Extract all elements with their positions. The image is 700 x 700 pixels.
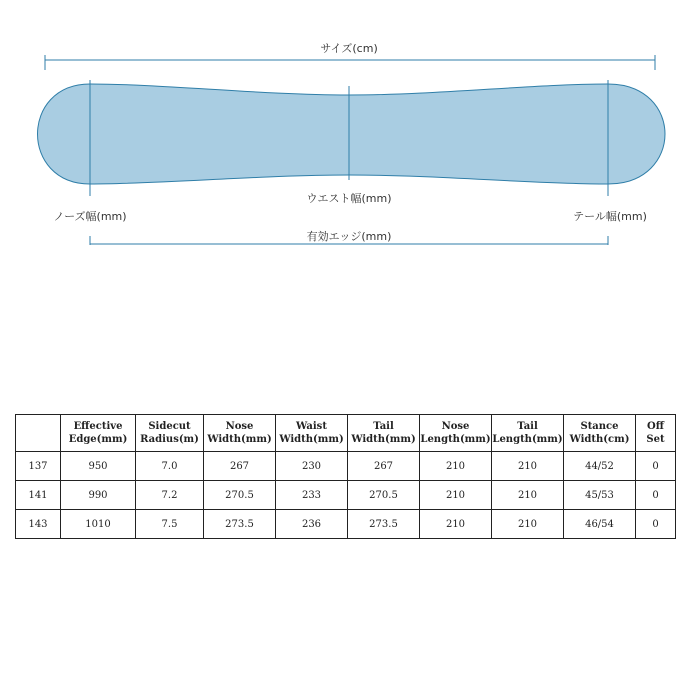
column-header-line: Edge(mm) <box>68 434 128 445</box>
spec-table <box>15 414 676 539</box>
table-cell: 7.0 <box>136 452 204 481</box>
nose-label: ノーズ幅(mm) <box>53 210 127 223</box>
column-header-line: Nose <box>225 421 254 432</box>
column-header-line: Effective <box>73 421 123 432</box>
table-cell: 46/54 <box>564 510 636 539</box>
table-cell: 210 <box>420 452 492 481</box>
column-header-line: Tail <box>517 421 538 432</box>
column-header-line: Width(mm) <box>279 434 344 445</box>
column-header-line: Off <box>647 421 664 432</box>
column-header <box>636 415 676 452</box>
table-cell: 273.5 <box>348 510 420 539</box>
table-cell: 273.5 <box>204 510 276 539</box>
column-header <box>564 415 636 452</box>
table-cell: 45/53 <box>564 481 636 510</box>
column-header <box>61 415 136 452</box>
table-cell: 950 <box>61 452 136 481</box>
table-cell: 267 <box>204 452 276 481</box>
size-label: サイズ(cm) <box>320 42 378 55</box>
table-cell: 44/52 <box>564 452 636 481</box>
table-cell: 7.5 <box>136 510 204 539</box>
column-header <box>420 415 492 452</box>
table-cell: 210 <box>492 452 564 481</box>
table-cell: 210 <box>420 510 492 539</box>
table-cell: 7.2 <box>136 481 204 510</box>
column-header-line: Length(mm) <box>492 434 563 445</box>
column-header-line: Waist <box>296 421 327 432</box>
snowboard-diagram <box>0 0 700 260</box>
table-cell: 270.5 <box>348 481 420 510</box>
table-header-row <box>16 415 676 452</box>
table-cell: 267 <box>348 452 420 481</box>
column-header-line: Width(mm) <box>351 434 416 445</box>
column-header-line: Stance <box>580 421 619 432</box>
table-cell: 210 <box>492 481 564 510</box>
waist-label: ウエスト幅(mm) <box>306 192 392 205</box>
column-header <box>136 415 204 452</box>
column-header-line: Sidecut <box>148 421 191 432</box>
table-row <box>16 481 676 510</box>
size-cell: 141 <box>16 481 61 510</box>
tail-label: テール幅(mm) <box>573 210 647 223</box>
column-header-line: Set <box>646 434 665 445</box>
column-header <box>16 415 61 452</box>
snowboard-outline <box>38 84 666 184</box>
table-cell: 990 <box>61 481 136 510</box>
table-row <box>16 510 676 539</box>
table-cell: 210 <box>420 481 492 510</box>
column-header-line: Width(cm) <box>569 434 630 445</box>
column-header-line: Length(mm) <box>420 434 491 445</box>
column-header-line: Width(mm) <box>207 434 272 445</box>
column-header <box>348 415 420 452</box>
column-header <box>492 415 564 452</box>
column-header <box>204 415 276 452</box>
column-header-line: Radius(m) <box>140 434 199 445</box>
table-cell: 230 <box>276 452 348 481</box>
size-cell: 143 <box>16 510 61 539</box>
table-cell: 270.5 <box>204 481 276 510</box>
table-cell: 0 <box>636 510 676 539</box>
column-header <box>276 415 348 452</box>
table-cell: 0 <box>636 452 676 481</box>
effective-edge-label: 有効エッジ(mm) <box>306 230 392 243</box>
size-cell: 137 <box>16 452 61 481</box>
table-cell: 1010 <box>61 510 136 539</box>
table-cell: 0 <box>636 481 676 510</box>
table-cell: 210 <box>492 510 564 539</box>
size-dimension <box>45 55 655 70</box>
table-row <box>16 452 676 481</box>
table-cell: 233 <box>276 481 348 510</box>
column-header-line: Nose <box>441 421 470 432</box>
table-cell: 236 <box>276 510 348 539</box>
column-header-line: Tail <box>373 421 394 432</box>
